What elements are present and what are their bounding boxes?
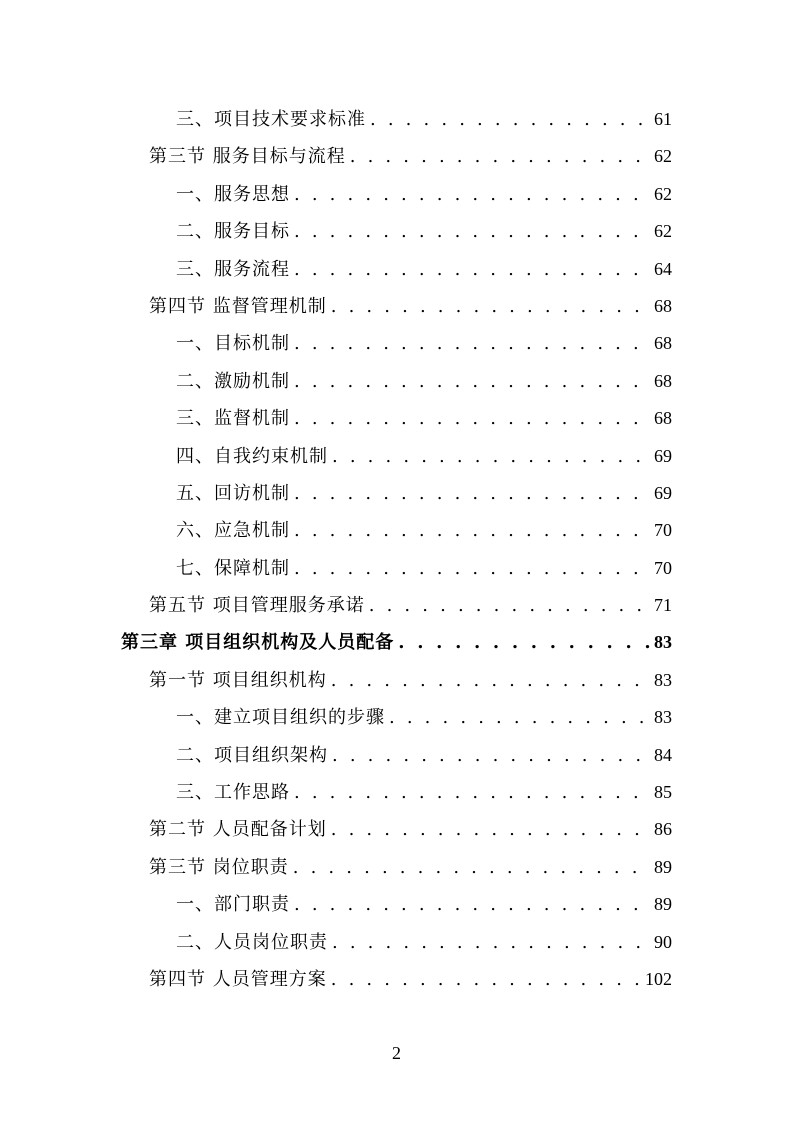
dot-leader — [294, 400, 650, 437]
toc-entry[interactable] — [0, 924, 793, 961]
toc-entry-title: 四、自我约束机制 — [176, 445, 328, 467]
table-of-contents — [0, 101, 793, 998]
dot-leader — [389, 699, 650, 736]
toc-entry-title: 第五节 项目管理服务承诺 — [149, 595, 365, 617]
toc-entry-title: 一、部门职责 — [176, 894, 290, 916]
dot-leader — [331, 662, 650, 699]
toc-entry-page: 68 — [654, 408, 672, 429]
toc-chapter-entry[interactable] — [0, 624, 793, 661]
dot-leader — [369, 587, 650, 624]
toc-entry-title: 第四节 监督管理机制 — [149, 295, 327, 317]
toc-entry-page: 61 — [654, 109, 672, 129]
toc-entry-page: 83 — [654, 632, 672, 653]
toc-entry[interactable] — [0, 662, 793, 699]
toc-entry[interactable] — [0, 363, 793, 400]
toc-entry-title: 二、服务目标 — [176, 221, 290, 243]
toc-entry-page: 64 — [654, 258, 672, 279]
toc-entry[interactable] — [0, 475, 793, 512]
toc-entry[interactable] — [0, 138, 793, 175]
toc-entry-title: 三、项目技术要求标准 — [176, 109, 366, 130]
toc-entry-title: 第三节 服务目标与流程 — [149, 146, 346, 168]
dot-leader — [294, 176, 650, 213]
toc-entry-page: 89 — [654, 894, 672, 915]
toc-entry-page: 68 — [654, 333, 672, 354]
dot-leader — [331, 811, 650, 848]
toc-entry-page: 62 — [654, 146, 672, 167]
dot-leader — [331, 961, 641, 998]
toc-entry-title: 六、应急机制 — [176, 520, 290, 542]
toc-entry-title: 第四节 人员管理方案 — [149, 968, 327, 990]
toc-entry[interactable] — [0, 587, 793, 624]
toc-entry[interactable] — [0, 512, 793, 549]
toc-entry-title: 三、服务流程 — [176, 258, 290, 280]
toc-entry-page: 62 — [654, 183, 672, 204]
toc-entry-page: 83 — [654, 669, 672, 690]
toc-entry[interactable] — [0, 251, 793, 288]
toc-entry[interactable] — [0, 176, 793, 213]
toc-entry-page: 84 — [654, 744, 672, 765]
dot-leader — [331, 288, 650, 325]
dot-leader — [294, 325, 650, 362]
toc-entry-title: 一、建立项目组织的步骤 — [176, 707, 385, 729]
dot-leader — [398, 624, 650, 661]
toc-entry[interactable] — [0, 101, 793, 138]
dot-leader — [294, 213, 650, 250]
toc-entry[interactable] — [0, 811, 793, 848]
toc-entry-title: 第二节 人员配备计划 — [149, 819, 327, 841]
toc-entry-title: 二、激励机制 — [176, 370, 290, 392]
toc-entry-page: 69 — [654, 445, 672, 466]
toc-entry[interactable] — [0, 737, 793, 774]
toc-entry[interactable] — [0, 849, 793, 886]
toc-entry-title: 第三章 项目组织机构及人员配备 — [121, 632, 395, 654]
toc-entry[interactable] — [0, 288, 793, 325]
toc-entry-page: 102 — [645, 968, 672, 989]
toc-entry-page: 71 — [654, 595, 672, 616]
toc-entry-page: 70 — [654, 557, 672, 578]
toc-entry-title: 二、项目组织架构 — [176, 744, 328, 766]
toc-entry-title: 三、工作思路 — [176, 782, 290, 804]
toc-entry-title: 第一节 项目组织机构 — [149, 669, 327, 691]
toc-entry-title: 一、目标机制 — [176, 333, 290, 355]
dot-leader — [294, 363, 650, 400]
toc-entry-page: 86 — [654, 819, 672, 840]
dot-leader — [294, 774, 650, 811]
toc-entry[interactable] — [0, 550, 793, 587]
toc-entry[interactable] — [0, 699, 793, 736]
dot-leader — [293, 849, 650, 886]
dot-leader — [332, 438, 650, 475]
page-number: 2 — [392, 1043, 401, 1063]
toc-entry-title: 第三节 岗位职责 — [149, 856, 289, 878]
toc-entry-page: 68 — [654, 295, 672, 316]
toc-entry-page: 83 — [654, 707, 672, 728]
toc-entry[interactable] — [0, 400, 793, 437]
toc-entry-page: 70 — [654, 520, 672, 541]
toc-entry[interactable] — [0, 325, 793, 362]
toc-entry[interactable] — [0, 438, 793, 475]
dot-leader — [332, 737, 650, 774]
dot-leader — [294, 251, 650, 288]
toc-entry-page: 68 — [654, 370, 672, 391]
dot-leader — [294, 512, 650, 549]
toc-entry-page: 90 — [654, 931, 672, 952]
dot-leader — [294, 886, 650, 923]
toc-entry-page: 69 — [654, 482, 672, 503]
dot-leader — [294, 550, 650, 587]
dot-leader — [294, 475, 650, 512]
toc-entry-title: 二、人员岗位职责 — [176, 931, 328, 953]
toc-entry[interactable] — [0, 774, 793, 811]
dot-leader — [370, 101, 650, 138]
dot-leader — [350, 138, 650, 175]
toc-entry-page: 89 — [654, 856, 672, 877]
toc-entry[interactable] — [0, 886, 793, 923]
toc-entry[interactable] — [0, 213, 793, 250]
toc-entry-title: 七、保障机制 — [176, 557, 290, 579]
toc-entry-title: 一、服务思想 — [176, 183, 290, 205]
toc-entry-title: 五、回访机制 — [176, 482, 290, 504]
dot-leader — [332, 924, 650, 961]
toc-entry[interactable] — [0, 961, 793, 998]
toc-entry-page: 85 — [654, 782, 672, 803]
toc-entry-title: 三、监督机制 — [176, 408, 290, 430]
toc-entry-page: 62 — [654, 221, 672, 242]
